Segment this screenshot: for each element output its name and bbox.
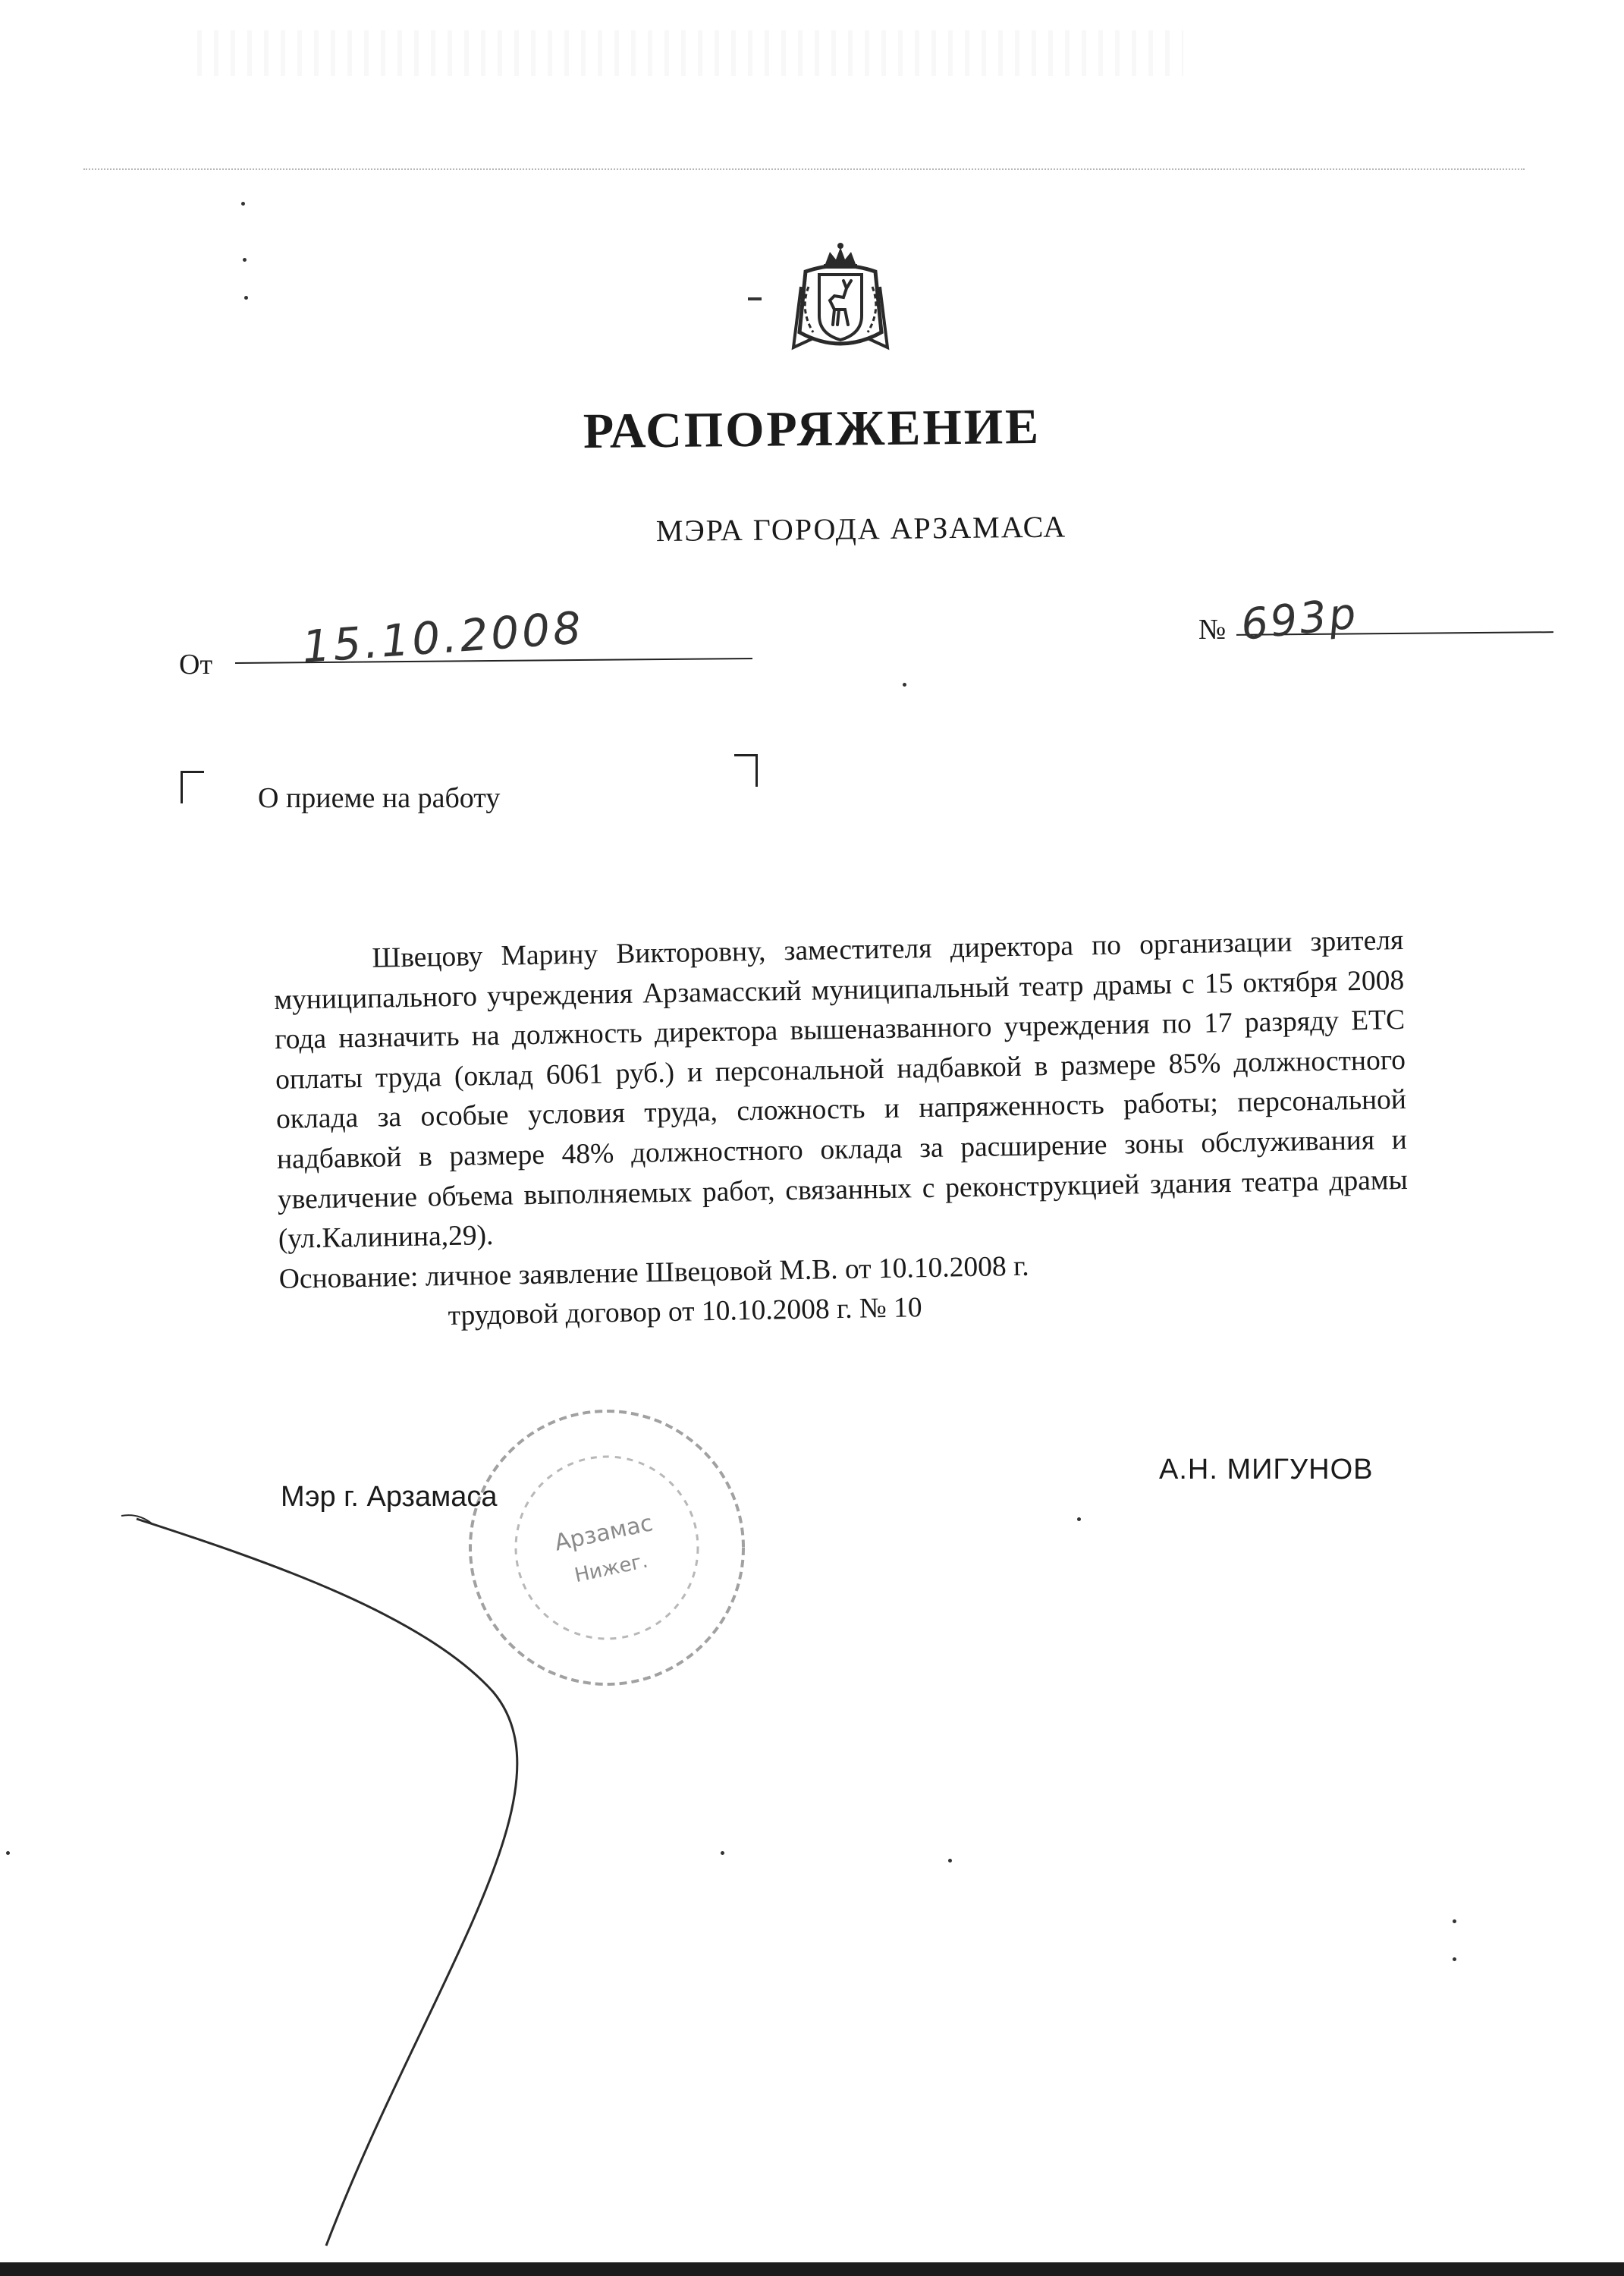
scan-speck — [748, 297, 762, 300]
number-value: 693р — [1239, 589, 1361, 650]
document-body — [273, 921, 1410, 1340]
scan-dotted-line — [83, 168, 1525, 170]
subject-corner-left — [181, 771, 204, 803]
subject-corner-right — [734, 754, 758, 787]
signature-stroke — [0, 1502, 622, 2261]
date-label: От — [179, 649, 213, 681]
scan-speck — [903, 683, 906, 687]
scan-speck — [244, 296, 248, 300]
basis-line-1: Основание: личное заявление Швецовой М.В. от 10.10.2008 г. — [278, 1250, 1029, 1295]
scan-speck — [948, 1859, 952, 1863]
scan-speck — [1077, 1517, 1081, 1521]
signatory-name: А.Н. МИГУНОВ — [1159, 1454, 1374, 1485]
stamp-text-1: Арзамас — [552, 1510, 655, 1557]
coat-of-arms-icon — [790, 241, 891, 355]
scan-speck — [241, 202, 245, 206]
scan-noise-top — [197, 30, 1183, 76]
scan-bottom-edge — [0, 2262, 1624, 2276]
document-subtitle: МЭРА ГОРОДА АРЗАМАСА — [655, 509, 1067, 549]
stamp-text-2: Нижег. — [572, 1549, 650, 1588]
number-label: № — [1198, 614, 1227, 646]
scan-speck — [1453, 1919, 1456, 1923]
scan-speck — [1453, 1957, 1456, 1961]
scan-speck — [721, 1851, 724, 1855]
basis-line-2: трудовой договор от 10.10.2008 г. № 10 — [448, 1292, 922, 1332]
body-paragraph: Швецову Марину Викторовну, заместителя директора по организации зрителя муниципального учреждения Арзамасский муниципальный театр драмы с 15 октября 2008 года назначить на должность директора вышеназванного учреждения по 17 разряду ЕТС оплаты труда (оклад 6061 руб.) и персональной надбавкой в размере 85% должностного оклада за особые условия труда, сложность и напряженность работы; персональной надбавкой в размере 48% должностного оклада за расширение зоны обслуживания и увеличение объема выполняемых работ, связанных с реконструкцией здания театра драмы (ул.Калинина,29). — [274, 924, 1409, 1256]
signatory-title: Мэр г. Арзамаса — [281, 1481, 498, 1513]
date-value: 15.10.2008 — [300, 602, 586, 673]
document-title: РАСПОРЯЖЕНИЕ — [583, 398, 1041, 460]
document-subject: О приеме на работу — [258, 782, 501, 814]
scan-speck — [243, 258, 247, 262]
